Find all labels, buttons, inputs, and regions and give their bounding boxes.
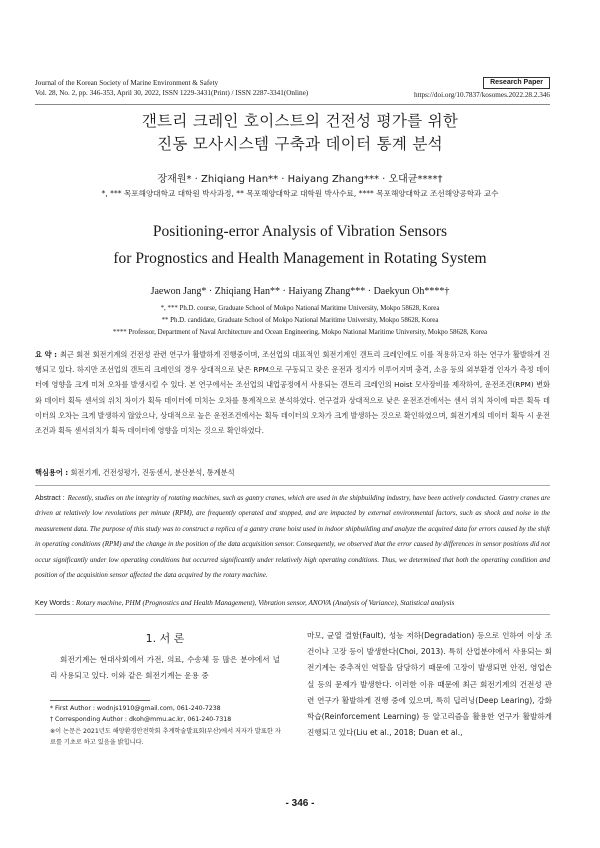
affiliation-2: ** Ph.D. candidate, Graduate School of Mokpo National Maritime University, Mokpo 58628, Korea xyxy=(161,317,439,325)
page-number: - 346 - xyxy=(285,798,315,809)
korean-affiliation: *, *** 목포해양대학교 대학원 박사과정, ** 목포해양대학교 대학원 박사수료, **** 목포해양대학교 조선해양공학과 교수 xyxy=(101,189,499,198)
korean-keywords xyxy=(35,468,550,478)
journal-volume: Vol. 28, No. 2, pp. 346-353, April 30, 2022, ISSN 1229-3431(Print) / ISSN 2287-3341(Online) xyxy=(35,88,309,97)
doi-link[interactable]: https://doi.org/10.7837/kosomes.2022.28.2.346 xyxy=(413,91,550,99)
english-abstract-label: Abstract : xyxy=(35,495,65,502)
english-abstract xyxy=(35,491,550,583)
keywords-divider xyxy=(35,614,550,615)
korean-keywords-text: 회전기계, 건전성평가, 진동센서, 분산분석, 통계분석 xyxy=(70,468,235,477)
english-keywords xyxy=(35,598,550,607)
english-title xyxy=(0,218,600,272)
english-keywords-text: Rotary machine, PHM (Prognostics and Health Management), Vibration sensor, ANOVA (Analysis of Variance), Statistical analysis xyxy=(75,599,455,607)
journal-info xyxy=(35,79,308,98)
english-title-line2: for Prognostics and Health Management in Rotating System xyxy=(113,250,487,267)
paper-type-badge: Research Paper xyxy=(483,77,550,89)
korean-abstract-label: 요 약 : xyxy=(35,350,58,359)
korean-abstract xyxy=(35,347,550,438)
korean-title-line2: 진동 모사시스템 구축과 데이터 통계 분석 xyxy=(157,135,443,153)
conference-note: ※이 논문은 2021년도 해양환경안전학회 추계학술발표회(부산)에서 저자가 발표한 자료를 기초로 하고 있음을 밝힙니다. xyxy=(50,727,281,746)
korean-title-line1: 갠트리 크레인 호이스트의 건전성 평가를 위한 xyxy=(141,112,459,130)
english-title-line1: Positioning-error Analysis of Vibration Sensors xyxy=(152,223,448,240)
english-authors: Jaewon Jang* · Zhiqiang Han** · Haiyang Zhang*** · Daekyun Oh****† xyxy=(150,286,450,297)
first-author-note: * First Author : wodnjs1910@gmail.com, 061-240-7238 xyxy=(50,705,221,712)
footnote-rule xyxy=(50,700,150,701)
corresponding-author-note: † Corresponding Author : dkoh@mmu.ac.kr, 061-240-7318 xyxy=(50,716,232,724)
footnotes xyxy=(50,703,285,748)
korean-abstract-text: 최근 회전 회전기계의 건전성 관련 연구가 활발하게 진행중이며, 조선업의 대표적인 회전기계인 갠트리 크레인에도 이를 적용하고자 하는 연구가 활발하게 진행되고 있다. 하지만 조선업의 갠트리 크레인의 경우 상대적으로 낮은 RPM으로 구동되고 잦은 운전과 정지가 이루어지며 충격, 소음 등의 외부환경 인자가 측정 데이터에 영향을 크게 미쳐 오차를 발생시킬 수 있다. 본 연구에서는 조선업의 내업공정에서 사용되는 갠트리 크레인의 Hoist 모사장비를 제작하여, 운전조건(RPM) 변화와 데이터 획득 센서의 위치 차이가 획득 데이터에 미치는 오차를 통계적으로 분석하였다. 연구결과 상대적으로 낮은 운전조건에서는 센서 위치 차이에 따른 획득 데이터의 오차는 크게 발생하지 않았으나, 상대적으로 높은 운전조건에서는 획득 데이터의 오차가 크게 발생하는 것으로 확인하였으며, 회전기계의 데이터 획득 시 운전조건과 획득 센서위치가 획득 데이터에 영향을 미치는 것으로 확인하였다. xyxy=(35,350,550,436)
abstract-divider xyxy=(35,485,550,486)
journal-name: Journal of the Korean Society of Marine Environment & Safety xyxy=(35,79,219,87)
affiliation-1: *, *** Ph.D. course, Graduate School of Mokpo National Maritime University, Mokpo 58628, Korea xyxy=(160,305,440,312)
affiliation-3: **** Professor, Department of Naval Architecture and Ocean Engineering, Mokpo National Maritime University, Mokpo 58628, Korea xyxy=(112,329,488,337)
korean-keywords-label: 핵심용어 : xyxy=(35,468,69,477)
english-affiliations xyxy=(0,303,600,340)
english-keywords-label: Key Words : xyxy=(35,598,75,607)
intro-right-column: 마모, 균열 결함(Fault), 성능 저하(Degradation) 등으로 인하여 이상 조건이나 고장 등이 발생한다(Choi, 2013). 특히 산업분야에서 사용되는 회전기계는 중추적인 역할을 담당하기 때문에 고장이 발생되면 안전, 영업손실 등의 문제가 발생한다. 이러한 이유 때문에 최근 회전기계의 건전성 관련 연구가 활발하게 진행 중에 있으며, 특히 딥러닝(Deep Learing), 강화 학습(Reinforcement Learning) 등 알고리즘을 활용한 연구가 활발하게 진행되고 있다(Liu et al., 2018; Duan et al., xyxy=(307,631,552,738)
section-heading-introduction: 1. 서 론 xyxy=(145,632,185,645)
korean-title xyxy=(0,110,600,156)
intro-left-column: 회전기계는 현대사회에서 가전, 의료, 수송체 등 많은 분야에서 널리 사용되고 있다. 이와 같은 회전기계는 운용 중 xyxy=(50,655,280,681)
header-divider xyxy=(35,104,550,105)
korean-authors: 장재원* · Zhiqiang Han** · Haiyang Zhang*** · 오대균****† xyxy=(157,174,443,185)
english-abstract-text: Recently, studies on the integrity of rotating machines, such as gantry cranes, which are used in the shipbuilding industry, have been actively conducted. Gantry cranes are driven at relatively low revolutions per minute (RPM), are frequently operated and stopped, and are impacted by external environmental factors, such as shock and noise in the measurement data. The purpose of this study was to construct a replica of a gantry crane hoist used in indoor shipbuilding and analyze the acquired data for errors caused by the shift in operating conditions (RPM) and the change in the position of the data acquisition sensor. Consequently, we observed that the error caused by differences in sensor positions did not occur significantly under low operating conditions but occurred significantly under relatively high operating conditions. Thus, we determined that both the operating condition and position of the acquisition sensor affected the data acquired by the rotary machine. xyxy=(35,494,550,580)
